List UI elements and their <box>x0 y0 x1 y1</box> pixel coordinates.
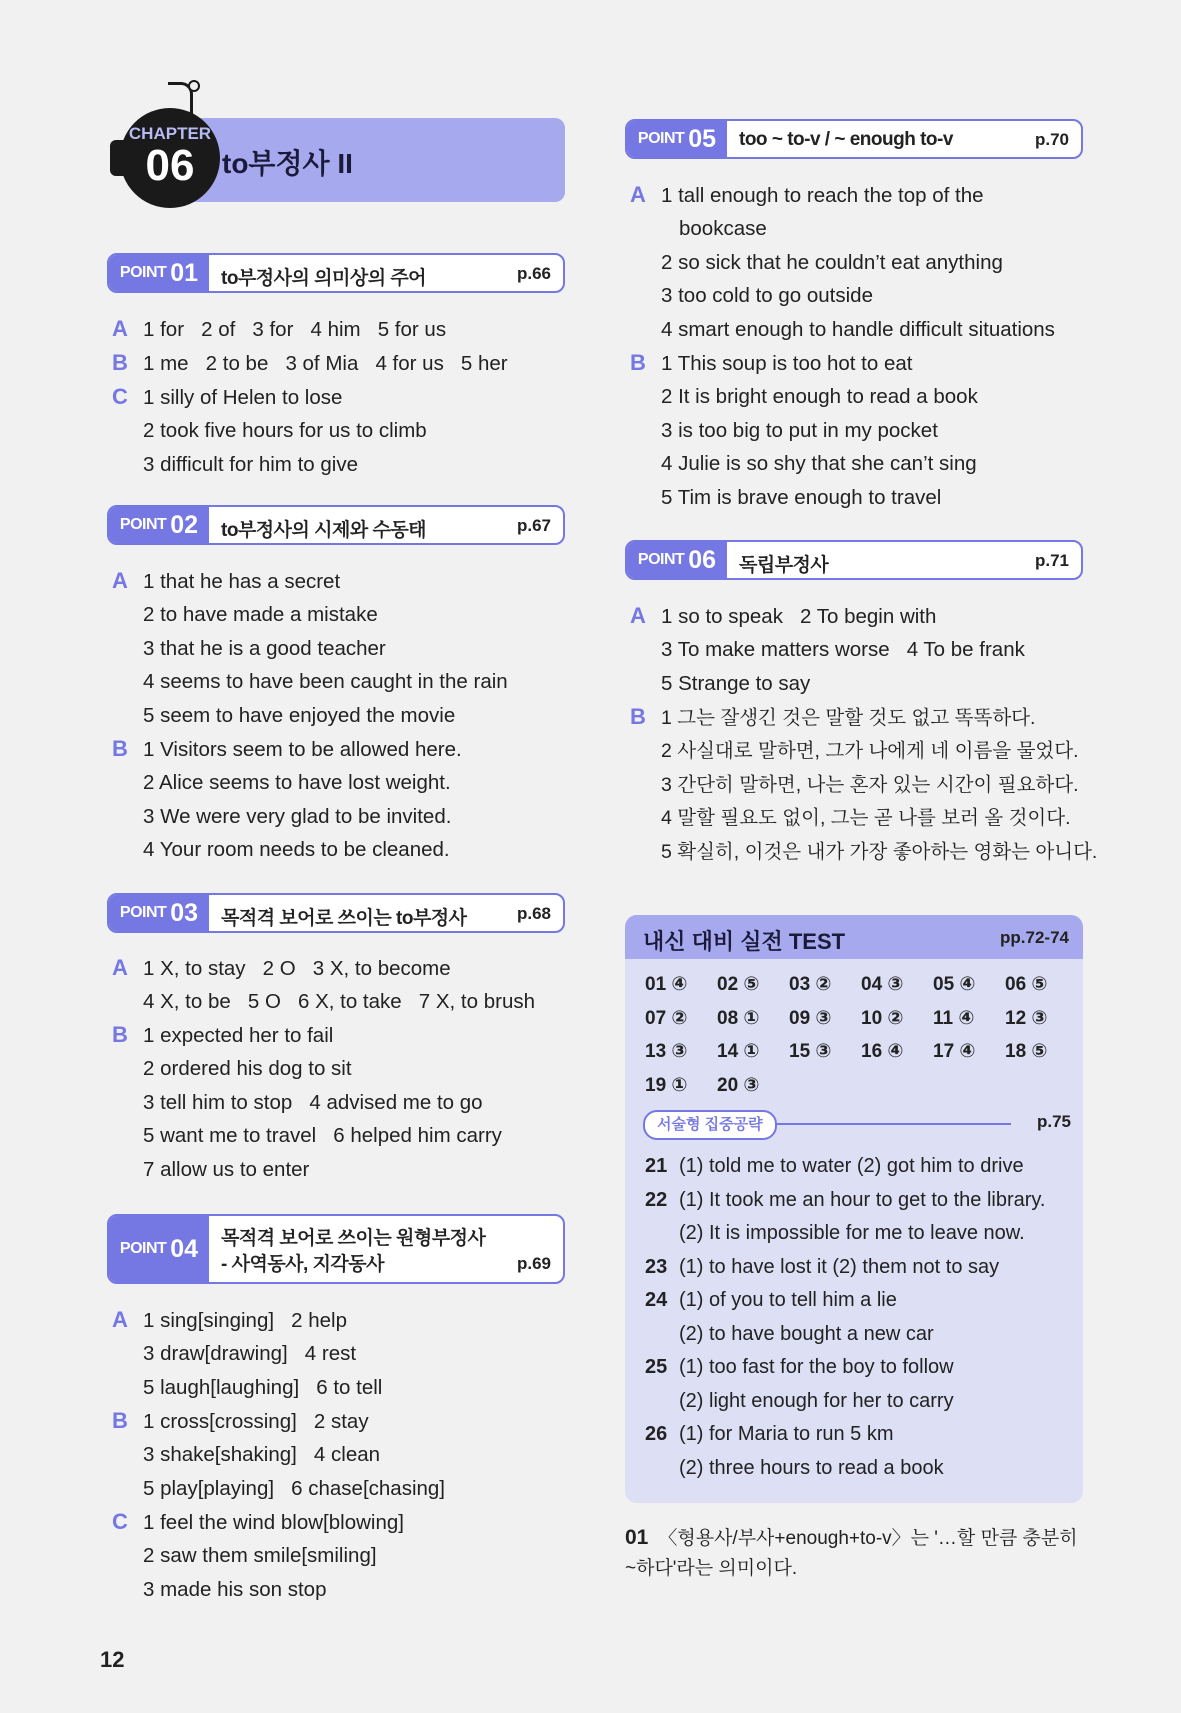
test-answer: 06 ⑤ <box>1005 974 1048 995</box>
answer-line: 3 shake[shaking] 4 clean <box>143 1443 381 1466</box>
test-answer: 05 ④ <box>933 974 976 995</box>
section-letter-b: B <box>630 704 646 729</box>
written-answer-line <box>645 1356 954 1379</box>
written-answer-line <box>645 1155 1024 1178</box>
answer-line: 2 ordered his dog to sit <box>143 1057 352 1080</box>
point-label: POINT <box>119 516 167 533</box>
test-answer: 12 ③ <box>1005 1007 1048 1029</box>
written-answer-text: (1) too fast for the boy to follow <box>679 1356 954 1378</box>
note-text: 〈형용사/부사+enough+to-v〉는 '…할 만큼 충분히 ~하다'라는 의미이다. <box>625 1528 1078 1579</box>
answer-line: 1 Visitors seem to be allowed here. <box>143 738 462 761</box>
point-number: 04 <box>170 1234 199 1263</box>
written-answer-line <box>645 1423 894 1446</box>
explanation-note <box>625 1523 1085 1584</box>
point-number: 06 <box>688 545 717 574</box>
point-title: to부정사의 의미상의 주어 <box>221 268 427 289</box>
point-page: p.69 <box>516 1254 551 1273</box>
point-title: to부정사의 시제와 수동태 <box>221 520 427 541</box>
divider <box>775 1123 1011 1125</box>
section-letter-a: A <box>112 316 128 341</box>
point-label: POINT <box>119 264 167 281</box>
point-02-header <box>107 505 565 545</box>
section-letter-b: B <box>630 350 646 375</box>
answer-line: 5 play[playing] 6 chase[chasing] <box>143 1477 445 1500</box>
point-05-header <box>625 119 1083 159</box>
section-letter-b: B <box>112 1408 128 1433</box>
test-answer: 07 ② <box>645 1007 688 1029</box>
written-answer-text: (1) of you to tell him a lie <box>679 1289 897 1311</box>
test-answer: 04 ③ <box>861 974 904 995</box>
point-03-header <box>107 893 565 933</box>
point-tag <box>109 1216 209 1282</box>
answer-line: 4 X, to be 5 O 6 X, to take 7 X, to brush <box>143 990 535 1013</box>
answer-line: 4 말할 필요도 없이, 그는 곧 나를 보러 올 것이다. <box>661 807 1071 829</box>
point-tag <box>627 121 727 157</box>
answer-line: 1 X, to stay 2 O 3 X, to become <box>143 957 451 980</box>
point-title-line-2: - 사역동사, 지각동사 <box>221 1254 384 1275</box>
written-answer-text: (1) told me to water (2) got him to drive <box>679 1155 1024 1177</box>
test-answer: 10 ② <box>861 1007 904 1029</box>
answer-line: 1 cross[crossing] 2 stay <box>143 1410 369 1433</box>
answer-line: 5 want me to travel 6 helped him carry <box>143 1124 502 1147</box>
point-title: 목적격 보어로 쓰이는 to부정사 <box>221 908 467 929</box>
test-answer: 08 ① <box>717 1007 760 1029</box>
test-answer: 15 ③ <box>789 1041 832 1062</box>
written-answer-line <box>645 1323 934 1346</box>
answer-line: 1 tall enough to reach the top of the <box>661 184 984 207</box>
written-section-header <box>643 1110 1071 1138</box>
point-number: 03 <box>170 898 199 927</box>
answer-line: 3 difficult for him to give <box>143 453 358 476</box>
test-answer: 02 ⑤ <box>717 974 760 995</box>
test-answer: 19 ① <box>645 1074 688 1096</box>
test-header <box>625 915 1083 959</box>
point-label: POINT <box>119 1240 167 1257</box>
written-answer-line <box>645 1222 1025 1245</box>
section-letter-a: A <box>112 568 128 593</box>
answer-line: 1 그는 잘생긴 것은 말할 것도 없고 똑똑하다. <box>661 707 1036 729</box>
written-answer-line <box>645 1189 1045 1212</box>
answer-line: 3 We were very glad to be invited. <box>143 805 452 828</box>
page-number: 12 <box>100 1647 125 1672</box>
point-page: p.68 <box>516 904 551 923</box>
point-page: p.71 <box>1034 551 1069 570</box>
answer-line: 7 allow us to enter <box>143 1158 310 1181</box>
section-letter-a: A <box>112 955 128 980</box>
answer-line: 2 to have made a mistake <box>143 603 378 626</box>
answer-line: 3 draw[drawing] 4 rest <box>143 1342 357 1365</box>
chapter-band <box>160 118 565 202</box>
point-page: p.66 <box>516 264 551 283</box>
test-answer: 20 ③ <box>717 1074 760 1096</box>
answer-line: 2 사실대로 말하면, 그가 나에게 네 이름을 물었다. <box>661 740 1079 762</box>
written-answer-line <box>645 1289 897 1312</box>
point-label: POINT <box>119 904 167 921</box>
answer-line: 5 Strange to say <box>661 672 811 695</box>
answer-line: 3 To make matters worse 4 To be frank <box>661 638 1025 661</box>
point-tag <box>109 507 209 543</box>
point-title <box>221 1226 485 1278</box>
written-answer-line <box>645 1390 954 1413</box>
section-letter-b: B <box>112 350 128 375</box>
answer-line: 1 that he has a secret <box>143 570 341 593</box>
answer-line: 5 seem to have enjoyed the movie <box>143 704 456 727</box>
answer-line: 3 too cold to go outside <box>661 284 873 307</box>
written-answer-text: (1) It took me an hour to get to the library. <box>679 1188 1046 1211</box>
section-letter-a: A <box>630 603 646 628</box>
point-06-header <box>625 540 1083 580</box>
test-box <box>625 915 1083 1503</box>
point-number: 02 <box>170 510 199 539</box>
chapter-number: 06 <box>145 141 195 190</box>
test-title: 내신 대비 실전 TEST <box>643 929 846 954</box>
answer-line: 3 tell him to stop 4 advised me to go <box>143 1091 483 1114</box>
answer-line: 1 for 2 of 3 for 4 him 5 for us <box>143 318 447 341</box>
written-answer-number: 26 <box>645 1423 668 1445</box>
answer-line: 3 made his son stop <box>143 1578 327 1601</box>
point-number: 05 <box>688 124 717 153</box>
section-letter-b: B <box>112 1022 128 1047</box>
section-letter-b: B <box>112 736 128 761</box>
written-answer-line <box>645 1457 944 1480</box>
point-tag <box>109 255 209 291</box>
answer-line: 2 so sick that he couldn’t eat anything <box>661 251 1003 274</box>
test-answer: 18 ⑤ <box>1005 1041 1048 1062</box>
answer-line: 2 saw them smile[smiling] <box>143 1544 377 1567</box>
answer-line: 3 is too big to put in my pocket <box>661 419 938 442</box>
answer-line: 1 This soup is too hot to eat <box>661 352 913 375</box>
chapter-title: to부정사 II <box>222 148 353 179</box>
answer-line: 2 It is bright enough to read a book <box>661 385 978 408</box>
point-label: POINT <box>637 130 685 147</box>
answer-line: 1 expected her to fail <box>143 1024 334 1047</box>
answer-line: 1 silly of Helen to lose <box>143 386 343 409</box>
answer-line: 4 Your room needs to be cleaned. <box>143 838 450 861</box>
point-page: p.70 <box>1034 130 1069 149</box>
test-page: pp.72-74 <box>1000 928 1069 947</box>
written-answer-text: (2) to have bought a new car <box>679 1322 934 1345</box>
answer-line: 1 so to speak 2 To begin with <box>661 605 937 628</box>
section-letter-c: C <box>112 1509 128 1534</box>
test-answer: 16 ④ <box>861 1041 904 1062</box>
section-letter-a: A <box>112 1307 128 1332</box>
written-answer-text: (2) three hours to read a book <box>679 1456 944 1479</box>
point-title: 독립부정사 <box>739 555 829 576</box>
point-tag <box>109 895 209 931</box>
answer-line: 2 took five hours for us to climb <box>143 419 427 442</box>
point-01-header <box>107 253 565 293</box>
written-answer-number: 22 <box>645 1188 668 1211</box>
point-title-line-1: 목적격 보어로 쓰이는 원형부정사 <box>221 1228 486 1249</box>
answer-line: 4 seems to have been caught in the rain <box>143 670 508 693</box>
written-answer-number: 21 <box>645 1155 668 1177</box>
test-answer: 13 ③ <box>645 1041 688 1062</box>
written-answer-line <box>645 1256 999 1279</box>
written-answer-number: 24 <box>645 1289 668 1311</box>
answer-line: 4 Julie is so shy that she can’t sing <box>661 452 977 475</box>
answer-line: 4 smart enough to handle difficult situations <box>661 318 1055 341</box>
test-answer: 11 ④ <box>933 1007 975 1029</box>
written-answer-text: (2) It is impossible for me to leave now. <box>679 1222 1025 1244</box>
point-label: POINT <box>637 551 685 568</box>
note-number: 01 <box>625 1526 649 1549</box>
point-number: 01 <box>170 258 199 287</box>
answer-line: 5 Tim is brave enough to travel <box>661 486 942 509</box>
written-answer-text: (1) for Maria to run 5 km <box>679 1423 894 1445</box>
answer-line: 3 that he is a good teacher <box>143 637 386 660</box>
test-answer: 17 ④ <box>933 1041 976 1062</box>
test-answer: 09 ③ <box>789 1007 832 1029</box>
point-04-header <box>107 1214 565 1284</box>
chapter-badge <box>120 108 220 208</box>
answer-line: bookcase <box>679 217 767 240</box>
written-answer-text: (1) to have lost it (2) them not to say <box>679 1255 1000 1278</box>
answer-line: 2 Alice seems to have lost weight. <box>143 771 451 794</box>
point-title: too ~ to-v / ~ enough to-v <box>739 129 953 150</box>
written-answer-number: 25 <box>645 1356 668 1378</box>
section-letter-a: A <box>630 182 646 207</box>
written-answer-number: 23 <box>645 1255 668 1278</box>
chapter-header <box>90 80 565 204</box>
answer-line: 1 sing[singing] 2 help <box>143 1309 347 1332</box>
section-letter-c: C <box>112 384 128 409</box>
test-answer: 01 ④ <box>645 974 688 995</box>
written-answer-text: (2) light enough for her to carry <box>679 1389 954 1412</box>
answer-line: 5 확실히, 이것은 내가 가장 좋아하는 영화는 아니다. <box>661 841 1098 863</box>
point-page: p.67 <box>516 516 551 535</box>
answer-line: 5 laugh[laughing] 6 to tell <box>143 1376 383 1399</box>
test-answer: 03 ② <box>789 974 832 995</box>
chapter-label: CHAPTER <box>128 124 212 143</box>
test-answer: 14 ① <box>717 1041 760 1062</box>
point-tag <box>627 542 727 578</box>
written-section-label: 서술형 집중공략 <box>643 1110 777 1140</box>
answer-line: 1 feel the wind blow[blowing] <box>143 1511 404 1534</box>
answer-line: 3 간단히 말하면, 나는 혼자 있는 시간이 필요하다. <box>661 774 1079 796</box>
answer-line: 1 me 2 to be 3 of Mia 4 for us 5 her <box>143 352 508 375</box>
written-section-page: p.75 <box>1036 1112 1071 1131</box>
antenna-ball-icon <box>188 80 200 92</box>
